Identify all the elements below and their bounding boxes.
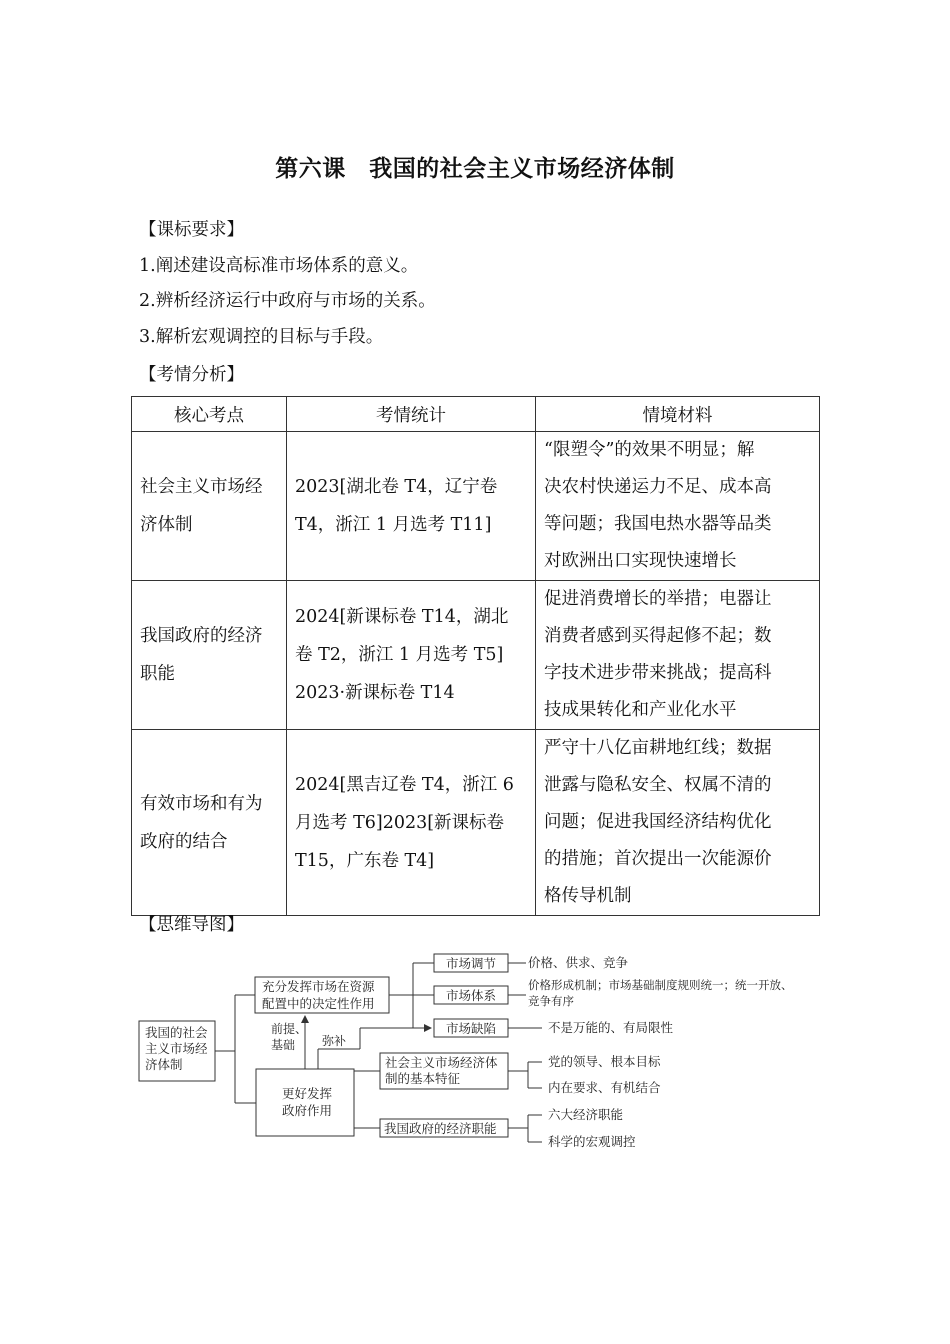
market-item-detail: 不是万能的、有局限性	[548, 1020, 674, 1035]
market-item-detail: 价格、供求、竞争	[528, 955, 629, 970]
requirement-item: 2.辨析经济运行中政府与市场的关系。	[139, 291, 436, 311]
basis-link-label: 基础	[271, 1038, 296, 1052]
page-title: 第六课 我国的社会主义市场经济体制	[275, 156, 675, 182]
core-point-cell: 有效市场和有为 政府的结合	[132, 730, 287, 916]
table-row	[132, 730, 820, 916]
material-cell: 严守十八亿亩耕地红线；数据 泄露与隐私安全、权属不清的 问题；促进我国经济结构优化 的措施；首次提出一次能源价 格传导机制	[536, 730, 820, 916]
feature-item: 党的领导、根本目标	[548, 1054, 661, 1069]
table-header-row	[132, 397, 820, 432]
gov-node-label: 政府作用	[282, 1103, 333, 1118]
gov-node-label: 更好发挥	[282, 1086, 333, 1101]
root-label: 我国的社会	[145, 1025, 208, 1040]
functions-label: 我国政府的经济职能	[384, 1121, 497, 1136]
material-cell: “限塑令”的效果不明显；解 决农村快递运力不足、成本高 等问题；我国电热水器等品类 对欧洲出口实现快速增长	[536, 432, 820, 581]
features-label: 社会主义市场经济体	[385, 1055, 498, 1070]
mind-map	[138, 948, 850, 1158]
market-item-label: 市场缺陷	[446, 1021, 497, 1036]
market-node-label: 配置中的决定性作用	[262, 996, 375, 1011]
market-node-label: 充分发挥市场在资源	[262, 979, 375, 994]
requirements-heading: 【课标要求】	[139, 220, 244, 240]
core-point-cell: 社会主义市场经 济体制	[132, 432, 287, 581]
root-label: 济体制	[145, 1057, 183, 1072]
column-header: 核心考点	[132, 397, 287, 432]
features-label: 制的基本特征	[385, 1071, 461, 1086]
column-header: 考情统计	[287, 397, 536, 432]
mindmap-heading: 【思维导图】	[139, 915, 244, 935]
analysis-table	[131, 396, 820, 916]
stats-cell: 2024[黑吉辽卷 T4，浙江 6 月选考 T6]2023[新课标卷 T15，广东卷 T4]	[287, 730, 536, 916]
stats-cell: 2024[新课标卷 T14，湖北 卷 T2，浙江 1 月选考 T5] 2023·新课标卷 T14	[287, 581, 536, 730]
requirement-item: 3.解析宏观调控的目标与手段。	[139, 327, 384, 347]
basis-link-label: 前提、	[271, 1022, 308, 1036]
market-item-detail: 价格形成机制；市场基础制度规则统一；统一开放、	[528, 978, 793, 992]
function-item: 六大经济职能	[548, 1107, 624, 1122]
market-item-detail: 竞争有序	[528, 994, 574, 1008]
core-point-cell: 我国政府的经济 职能	[132, 581, 287, 730]
market-item-label: 市场体系	[446, 988, 497, 1003]
stats-cell: 2023[湖北卷 T4，辽宁卷 T4，浙江 1 月选考 T11]	[287, 432, 536, 581]
requirement-item: 1.阐述建设高标准市场体系的意义。	[139, 256, 419, 276]
table-row	[132, 581, 820, 730]
column-header: 情境材料	[536, 397, 820, 432]
table-row	[132, 432, 820, 581]
root-label: 主义市场经	[145, 1041, 208, 1056]
remedy-link-label: 弥补	[322, 1034, 347, 1048]
material-cell: 促进消费增长的举措；电器让 消费者感到买得起修不起；数 字技术进步带来挑战；提高科 技成果转化和产业化水平	[536, 581, 820, 730]
analysis-heading: 【考情分析】	[139, 365, 244, 385]
feature-item: 内在要求、有机结合	[548, 1080, 661, 1095]
function-item: 科学的宏观调控	[548, 1134, 636, 1149]
market-item-label: 市场调节	[446, 956, 497, 971]
